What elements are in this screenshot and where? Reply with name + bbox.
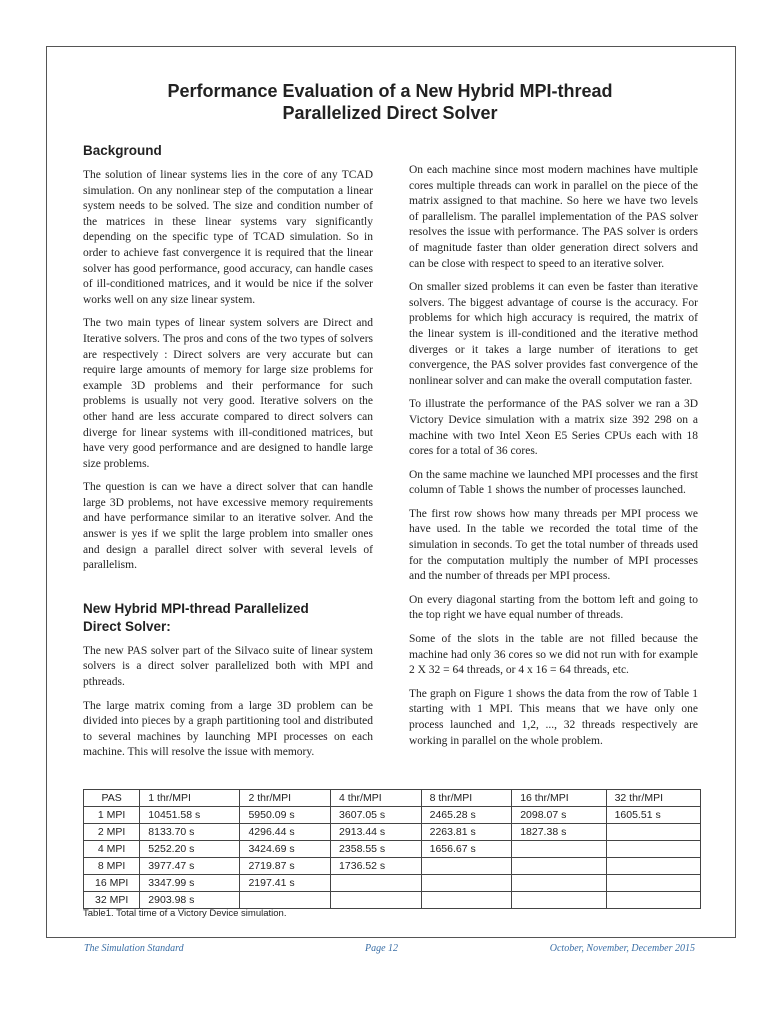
table-cell: 5252.20 s — [140, 841, 240, 858]
table-cell: 8 MPI — [84, 858, 140, 875]
table-cell: 4296.44 s — [240, 824, 331, 841]
paragraph: The graph on Figure 1 shows the data from the row of Table 1 starting with 1 MPI. This means that we have only one process launched and 1,2, ..., 32 threads respectively are working in parallel on the whole problem. — [409, 687, 698, 747]
table-cell: 32 MPI — [84, 892, 140, 909]
table-row — [84, 892, 701, 909]
paragraph: Some of the slots in the table are not filled because the machine had only 36 cores so we did not run with for example 2 X 32 = 64 threads, or 4 x 16 = 64 threads, etc. — [409, 633, 698, 677]
paragraph: The question is can we have a direct solver that can handle large 3D problems, not have excessive memory requirements and have performance similar to an iterative solver. And the answer is yes if we split the large problem into smaller ones and design a parallel direct solver with several levels of parallelism. — [83, 481, 373, 572]
table-header-cell: 4 thr/MPI — [331, 790, 422, 807]
table-cell — [606, 858, 700, 875]
table-row — [84, 841, 701, 858]
paragraph: The solution of linear systems lies in the core of any TCAD simulation. On any nonlinear step of the computation a linear system needs to be solved. The size and condition number of the matrices in these linear systems vary significantly depending on the specific type of TCAD simulation. So in order to achieve fast convergence it is required that the linear solver has good performance, good accuracy, can handle cases of ill-conditioned matrices, and it would be nice if the solver works well on any size linear system. — [83, 169, 373, 306]
table-cell: 8133.70 s — [140, 824, 240, 841]
table-cell: 2903.98 s — [140, 892, 240, 909]
table-cell — [331, 892, 422, 909]
heading-line-2: Direct Solver: — [83, 618, 171, 634]
footer-publication: The Simulation Standard — [84, 943, 184, 954]
table-cell: 3607.05 s — [331, 807, 422, 824]
table-cell: 2719.87 s — [240, 858, 331, 875]
table-cell: 2358.55 s — [331, 841, 422, 858]
table-cell: 16 MPI — [84, 875, 140, 892]
footer-date: October, November, December 2015 — [549, 943, 695, 954]
paragraph: On smaller sized problems it can even be faster than iterative solvers. The biggest advantage of course is the accuracy. For problems for which high accuracy is required, the matrix of the linear system is ill-conditioned and the iterative method diverges or it takes a large number of iterations to get convergence, the PAS solver provides fast convergence of the nonlinear solver and can make the overall computation faster. — [409, 281, 698, 387]
paragraph: On the same machine we launched MPI processes and the first column of Table 1 shows the number of processes launched. — [409, 468, 698, 497]
heading-new-solver — [83, 600, 373, 636]
table-cell: 1605.51 s — [606, 807, 700, 824]
table-cell — [421, 892, 512, 909]
table-cell: 2263.81 s — [421, 824, 512, 841]
table-cell — [240, 892, 331, 909]
table-cell — [331, 875, 422, 892]
paragraph: The two main types of linear system solvers are Direct and Iterative solvers. The pros and cons of the two types of solvers are respectively : Direct solvers are very accurate but can require large amounts of memory for large size problems for example 3D problems and their performance for such problems is usually not very good. Iterative solvers on the other hand are less accurate compared to direct solvers can diverge for linear systems with ill-conditioned matrices, but have very good performance and are designed to handle large size problems. — [83, 317, 373, 470]
paragraph: On each machine since most modern machines have multiple cores multiple threads can work in parallel on the piece of the matrix assigned to that machine. So here we have two levels of parallelism. The parallel implementation of the PAS solver resolves the issue with performance. The PAS solver is orders of magnitude faster than older generation direct solvers and can be close with respect to speed to an iterative solver. — [409, 164, 698, 270]
table-cell — [512, 858, 606, 875]
table-cell: 3347.99 s — [140, 875, 240, 892]
paragraph: The large matrix coming from a large 3D problem can be divided into pieces by a graph partitioning tool and distributed to several machines by launching MPI processes on each machine. This will resolve the issue with memory. — [83, 699, 373, 759]
table-row — [84, 875, 701, 892]
table-cell — [512, 892, 606, 909]
table-cell — [421, 858, 512, 875]
table-cell: 3424.69 s — [240, 841, 331, 858]
table-row — [84, 824, 701, 841]
table-cell — [606, 892, 700, 909]
table-header-cell: 2 thr/MPI — [240, 790, 331, 807]
table-header-cell: 32 thr/MPI — [606, 790, 700, 807]
table-cell: 2 MPI — [84, 824, 140, 841]
table-header-cell: PAS — [84, 790, 140, 807]
page-title — [60, 80, 720, 124]
heading-background: Background — [83, 143, 162, 158]
table-cell: 2197.41 s — [240, 875, 331, 892]
table-cell: 10451.58 s — [140, 807, 240, 824]
table-cell: 2913.44 s — [331, 824, 422, 841]
paragraph: On every diagonal starting from the bottom left and going to the top right we have equal number of threads. — [409, 593, 698, 622]
table-cell — [606, 824, 700, 841]
table-header-cell: 8 thr/MPI — [421, 790, 512, 807]
paragraph: The new PAS solver part of the Silvaco suite of linear system solvers is a direct solver parallelized both with MPI and pthreads. — [83, 644, 373, 689]
paragraph: To illustrate the performance of the PAS solver we ran a 3D Victory Device simulation with a matrix size 392 298 on a machine with two Intel Xeon E5 Series CPUs each with 18 cores for a total of 36 cores. — [409, 398, 698, 458]
table-caption: Table1. Total time of a Victory Device simulation. — [83, 908, 287, 919]
table-cell — [421, 875, 512, 892]
table-cell: 2465.28 s — [421, 807, 512, 824]
table-cell — [606, 841, 700, 858]
right-column — [409, 163, 698, 757]
table-cell — [606, 875, 700, 892]
table-cell: 1736.52 s — [331, 858, 422, 875]
title-line-2: Parallelized Direct Solver — [282, 103, 498, 123]
table-cell: 1827.38 s — [512, 824, 606, 841]
footer-page-number: Page 12 — [365, 943, 399, 954]
table-cell — [512, 875, 606, 892]
table-cell: 4 MPI — [84, 841, 140, 858]
title-line-1: Performance Evaluation of a New Hybrid MPI-thread — [167, 81, 613, 101]
paragraph: The first row shows how many threads per MPI process we have used. In the table we recorded the total time of the simulation in seconds. To get the total number of threads used for the computation multiply the number of MPI processes and the number of threads per MPI process. — [409, 507, 698, 583]
table-cell — [512, 841, 606, 858]
table-cell: 1 MPI — [84, 807, 140, 824]
table-cell: 5950.09 s — [240, 807, 331, 824]
table-header-cell: 1 thr/MPI — [140, 790, 240, 807]
heading-line-1: New Hybrid MPI-thread Parallelized — [83, 600, 309, 616]
results-table — [83, 789, 701, 909]
table-header-cell: 16 thr/MPI — [512, 790, 606, 807]
left-column — [83, 142, 373, 769]
table-row — [84, 807, 701, 824]
table-cell: 1656.67 s — [421, 841, 512, 858]
table-row — [84, 858, 701, 875]
table-cell: 3977.47 s — [140, 858, 240, 875]
table-header-row — [84, 790, 701, 807]
table-cell: 2098.07 s — [512, 807, 606, 824]
